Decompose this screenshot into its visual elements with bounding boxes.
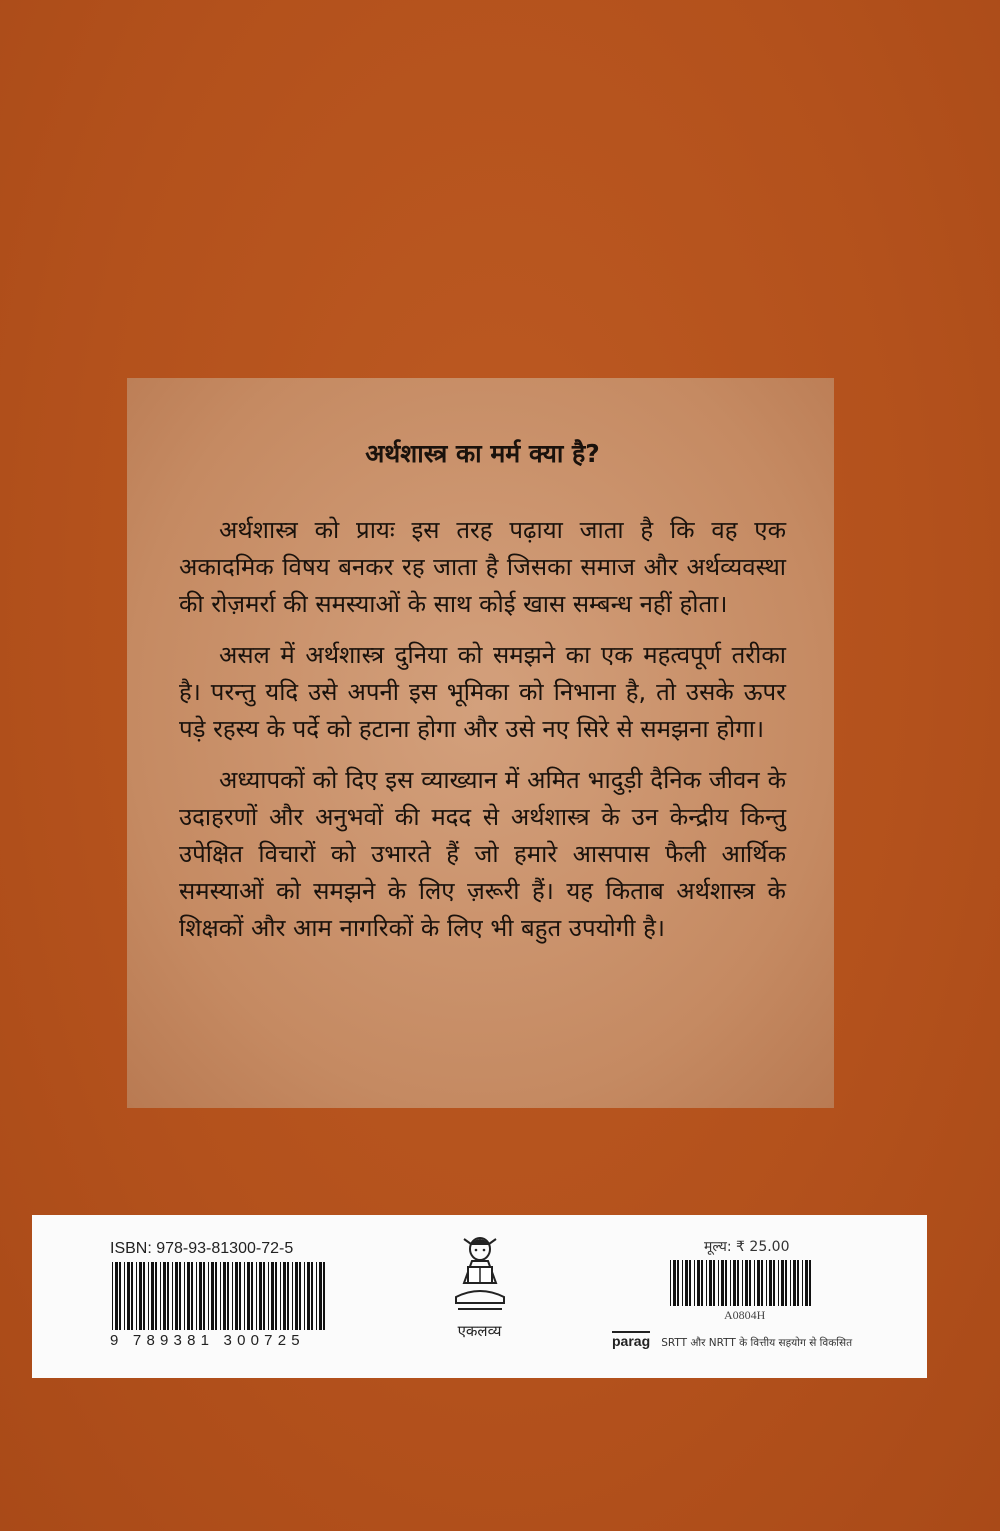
barcode-bar [694, 1260, 695, 1306]
barcode-bar [196, 1262, 197, 1330]
barcode-bar [184, 1262, 185, 1330]
barcode-bar [319, 1262, 322, 1330]
barcode-bar [259, 1262, 262, 1330]
barcode-bar [179, 1262, 181, 1330]
barcode-bar [247, 1262, 250, 1330]
barcode-bar [256, 1262, 257, 1330]
barcode-bar [316, 1262, 317, 1330]
barcode-bar [227, 1262, 229, 1330]
barcode-bar [745, 1260, 748, 1306]
barcode-bar [148, 1262, 149, 1330]
barcode-bar [172, 1262, 173, 1330]
barcode-bar [781, 1260, 784, 1306]
barcode-bar [718, 1260, 719, 1306]
barcode-bar [167, 1262, 169, 1330]
barcode-bar [793, 1260, 796, 1306]
barcode-bar [136, 1262, 137, 1330]
barcode-bar [725, 1260, 727, 1306]
barcode-bar [304, 1262, 305, 1330]
barcode-bar [163, 1262, 166, 1330]
barcode-bar [292, 1262, 293, 1330]
blurb-title: अर्थशास्त्र का मर्म क्या है? [365, 439, 600, 468]
price-barcode [668, 1260, 948, 1306]
barcode-bar [299, 1262, 301, 1330]
barcode-bar [215, 1262, 217, 1330]
price-code: A0804H [724, 1308, 766, 1322]
barcode-bar [287, 1262, 289, 1330]
barcode-bar [124, 1262, 125, 1330]
barcode-digits: 9 789381 300725 [110, 1332, 305, 1349]
barcode-bar [119, 1262, 121, 1330]
barcode-bar [223, 1262, 226, 1330]
parag-note: SRTT और NRTT के वित्तीय सहयोग से विकसित [661, 1337, 853, 1349]
barcode-bar [701, 1260, 703, 1306]
barcode-bar [797, 1260, 799, 1306]
barcode-bar [713, 1260, 715, 1306]
blurb-paragraph-3: अध्यापकों को दिए इस व्याख्यान में अमित भादुड़ी दैनिक जीवन के उदाहरणों और अनुभवों की मदद से अर्थशास्त्र के उन केन्द्रीय किन्तु उपेक्षित विचारों को उभारते हैं जो हमारे आसपास फैली आर्थिक समस्याओं को समझने के लिए ज़रूरी हैं। यह किताब अर्थशास्त्र के शिक्षकों और आम नागरिकों के लिए भी बहुत उपयोगी है। [179, 766, 786, 942]
barcode-bar [742, 1260, 743, 1306]
barcode-bar [263, 1262, 265, 1330]
barcode-bar [199, 1262, 202, 1330]
barcode-bar [730, 1260, 731, 1306]
barcode-bar [155, 1262, 157, 1330]
barcode-bar [251, 1262, 253, 1330]
barcode-bar [232, 1262, 233, 1330]
barcode-bar [187, 1262, 190, 1330]
isbn-barcode [110, 1262, 332, 1330]
barcode-bar [706, 1260, 707, 1306]
publisher-logo-block [432, 1235, 527, 1341]
barcode-bar [766, 1260, 767, 1306]
barcode-bar [754, 1260, 755, 1306]
barcode-bar [160, 1262, 161, 1330]
barcode-bar [749, 1260, 751, 1306]
parag-logo: parag [612, 1333, 651, 1349]
barcode-bar [685, 1260, 688, 1306]
barcode-bar [191, 1262, 193, 1330]
barcode-bar [682, 1260, 683, 1306]
barcode-bar [283, 1262, 286, 1330]
barcode-bar [757, 1260, 760, 1306]
barcode-bar [785, 1260, 787, 1306]
barcode-bar [689, 1260, 691, 1306]
barcode-bar [175, 1262, 178, 1330]
barcode-bar [127, 1262, 130, 1330]
barcode-bar [721, 1260, 724, 1306]
isbn-text: ISBN: 978-93-81300-72-5 [110, 1240, 294, 1257]
barcode-bar [311, 1262, 313, 1330]
barcode-bar [239, 1262, 241, 1330]
barcode-bar [805, 1260, 808, 1306]
barcode-bar [203, 1262, 205, 1330]
price-block [612, 1237, 912, 1350]
barcode-bar [737, 1260, 739, 1306]
barcode-bar [670, 1260, 671, 1306]
barcode-bar [790, 1260, 791, 1306]
barcode-bar [112, 1262, 113, 1330]
barcode-bar [802, 1260, 803, 1306]
barcode-bar [235, 1262, 238, 1330]
barcode-bar [244, 1262, 245, 1330]
barcode-label [32, 1215, 927, 1378]
barcode-bar [778, 1260, 779, 1306]
barcode-bar [761, 1260, 763, 1306]
barcode-bar [677, 1260, 679, 1306]
barcode-bar [809, 1260, 811, 1306]
barcode-bar [220, 1262, 221, 1330]
barcode-bar [697, 1260, 700, 1306]
barcode-bar [131, 1262, 133, 1330]
blurb-paragraph-1: अर्थशास्त्र को प्रायः इस तरह पढ़ाया जाता है कि वह एक अकादमिक विषय बनकर रह जाता है जिसका समाज और अर्थव्यवस्था की रोज़मर्रा की समस्याओं के साथ कोई खास सम्बन्ध नहीं होता। [179, 516, 786, 618]
barcode-bar [275, 1262, 277, 1330]
barcode-bar [709, 1260, 712, 1306]
reading-child-logo-icon [450, 1235, 510, 1313]
barcode-bar [295, 1262, 298, 1330]
isbn-block [110, 1240, 350, 1349]
barcode-bar [733, 1260, 736, 1306]
barcode-bar [773, 1260, 775, 1306]
barcode-bar [323, 1262, 325, 1330]
publisher-name: एकलव्य [457, 1322, 502, 1340]
blurb-panel [127, 378, 834, 1108]
barcode-bar [211, 1262, 214, 1330]
barcode-bar [307, 1262, 310, 1330]
parag-credit [612, 1331, 912, 1350]
barcode-bar [208, 1262, 209, 1330]
barcode-bar [769, 1260, 772, 1306]
barcode-bar [139, 1262, 142, 1330]
barcode-bar [115, 1262, 118, 1330]
barcode-bar [280, 1262, 281, 1330]
barcode-bar [151, 1262, 154, 1330]
barcode-bar [268, 1262, 269, 1330]
barcode-bar [673, 1260, 676, 1306]
price-text: मूल्य: ₹ 25.00 [704, 1239, 790, 1255]
barcode-bar [143, 1262, 145, 1330]
blurb-paragraph-2: असल में अर्थशास्त्र दुनिया को समझने का एक महत्वपूर्ण तरीका है। परन्तु यदि उसे अपनी इस भूमिका को निभाना है, तो उसके ऊपर पड़े रहस्य के पर्दे को हटाना होगा और उसे नए सिरे से समझना होगा। [179, 641, 786, 743]
barcode-bar [271, 1262, 274, 1330]
